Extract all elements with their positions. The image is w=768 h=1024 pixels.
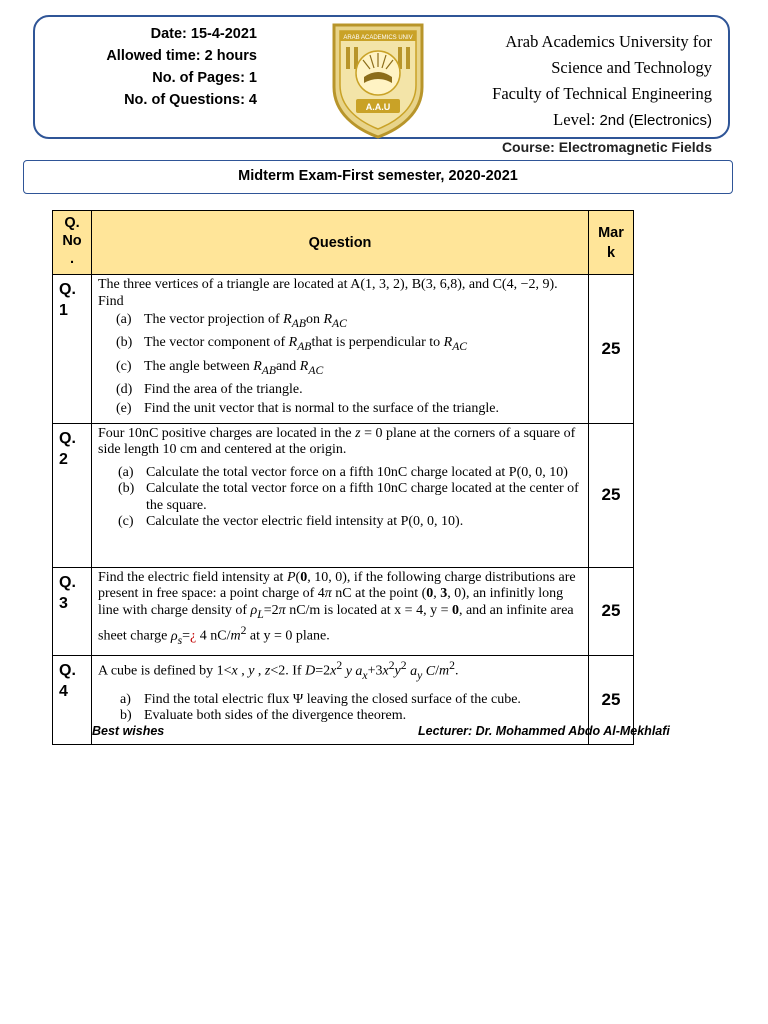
header-mark: Mar k [589, 211, 634, 275]
list-item: (a) Calculate the total vector force on a fifth 10nC charge located at P(0, 0, 10) [118, 464, 568, 480]
exam-title: Midterm Exam-First semester, 2020-2021 [23, 160, 733, 194]
faculty-name: Faculty of Technical Engineering [492, 84, 712, 103]
level-label: Level: [553, 110, 596, 129]
list-item: b) Evaluate both sides of the divergence theorem. [120, 708, 407, 724]
question-number: Q. 2 [53, 423, 92, 567]
table-row [53, 423, 634, 567]
question-text [92, 423, 589, 567]
question-text [92, 275, 589, 424]
list-item: (d) Find the area of the triangle. [116, 381, 303, 397]
question-text [92, 567, 589, 655]
table-header-row [53, 211, 634, 275]
question-parts [98, 312, 584, 418]
question-parts [98, 465, 584, 531]
list-item: (a) The vector projection of $R_{AB}on$ $R_{AC}$ [116, 312, 347, 330]
list-item: (b) The vector component of $R_{AB}that$ is perpendicular to $R_{AC}$ [116, 335, 468, 354]
list-item: (c) The angle between $R_{AB}and$ $R_{AC}$ [116, 358, 324, 377]
questions-table [52, 210, 634, 745]
question-intro: Four 10nC positive charges are located in the z = 0 plane at the corners of a square of side length 10 cm and centered at the origin. [98, 425, 576, 458]
list-item: (e) Find the unit vector that is normal to the surface of the triangle. [116, 401, 499, 417]
table-row [53, 567, 634, 655]
allowed-time: Allowed time: 2 hours [106, 48, 257, 64]
question-mark: 25 [589, 275, 634, 424]
university-name-line1: Arab Academics University for [505, 32, 712, 51]
question-number: Q. 4 [53, 655, 92, 744]
list-item: (c) Calculate the vector electric field intensity at P(0, 0, 10). [118, 514, 464, 530]
question-number: Q. 1 [53, 275, 92, 424]
question-count: No. of Questions: 4 [124, 92, 257, 108]
question-intro: The three vertices of a triangle are located at A(1, 3, 2), B(3, 6,8), and C(4, −2, 9). Find [98, 277, 558, 309]
lecturer-name: Lecturer: Dr. Mohammed Abdo Al-Mekhlafi [418, 724, 670, 738]
course-level [412, 107, 712, 134]
question-intro: Find the electric field intensity at P(0, 10, 0), if the following charge distributions are present in free space: a point charge of 4π nC at the point (0, 3, 0), an infinitly long line with charge density of $\rho_L=2\pi$ nC/m is located at x = 4, y = 0, and an infinite area sheet charge $\rho_s=¿$ 4 $nC/m^2$ at y = 0 plane. [98, 569, 576, 647]
level-value: 2nd (Electronics) [599, 112, 712, 129]
svg-text:ARAB ACADEMICS UNIV: ARAB ACADEMICS UNIV [343, 35, 413, 41]
logo-text: A.A.U [365, 102, 391, 112]
question-mark: 25 [589, 655, 634, 744]
question-mark: 25 [589, 567, 634, 655]
course-name: Course: Electromagnetic Fields [501, 139, 712, 155]
question-intro: A cube is defined by 1<x , y , z<2. If $D=2x^2$ y $a_x+3x^2y^2$ $a_y$ $C/m^2$. [98, 658, 459, 682]
university-info [412, 29, 712, 160]
question-mark: 25 [589, 423, 634, 567]
question-parts [98, 692, 584, 725]
list-item: a) Find the total electric flux Ψ leaving the closed surface of the cube. [120, 691, 521, 707]
page-count: No. of Pages: 1 [152, 70, 257, 86]
exam-date: Date: 15-4-2021 [150, 26, 257, 42]
header-question: Question [92, 211, 589, 275]
header-question-number: Q. No . [53, 211, 92, 275]
exam-info [65, 23, 257, 111]
question-number: Q. 3 [53, 567, 92, 655]
table-row [53, 275, 634, 424]
closing-note: Best wishes [92, 724, 165, 738]
university-name-line2: Science and Technology [551, 58, 712, 77]
list-item: (b) Calculate the total vector force on a fifth 10nC charge located at the center of the square. [118, 481, 579, 513]
exam-header [33, 15, 730, 155]
